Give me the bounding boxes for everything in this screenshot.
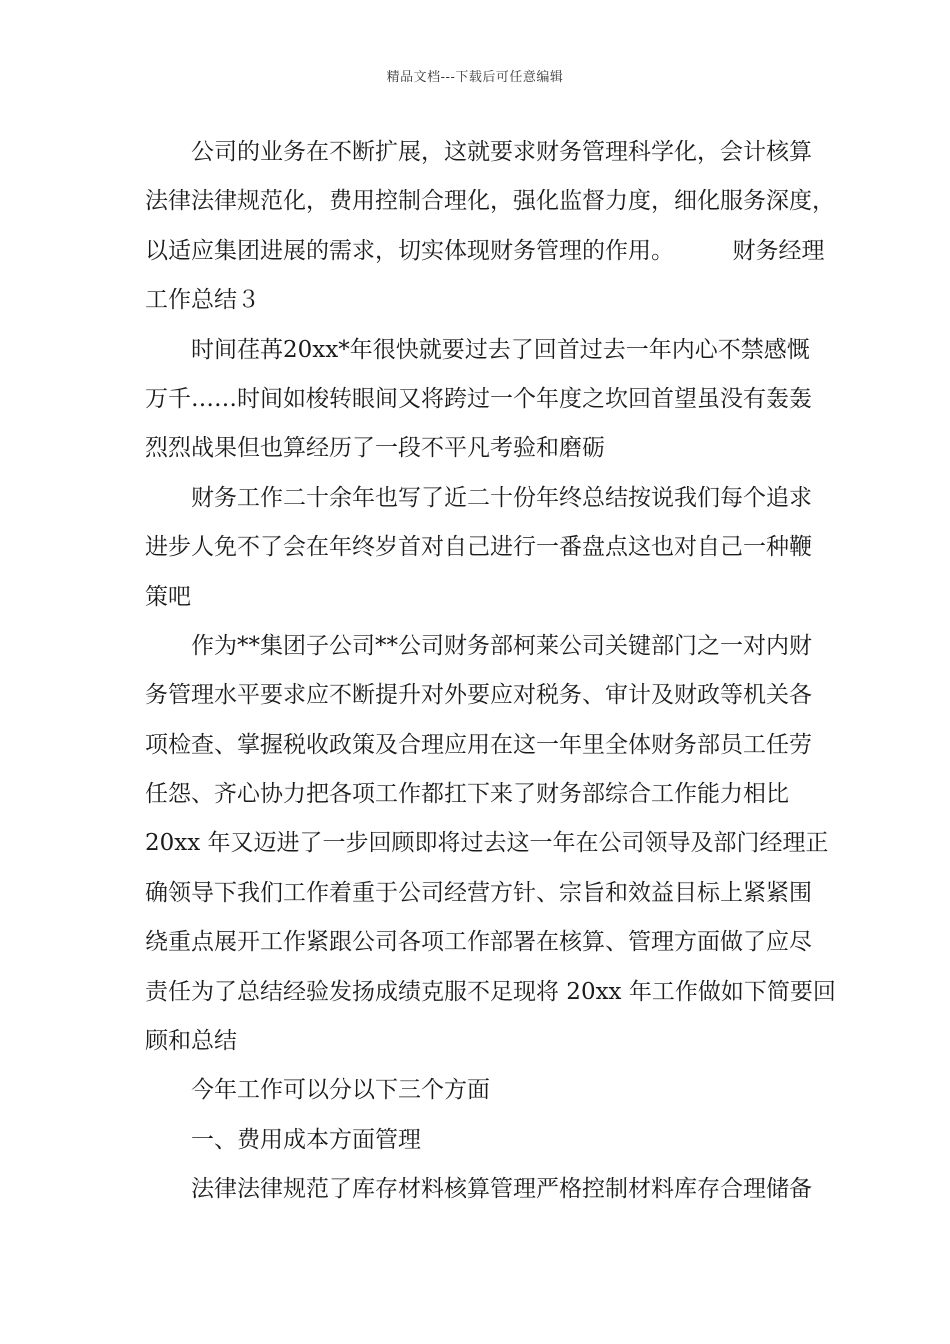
text-line: 公司的业务在不断扩展，这就要求财务管理科学化，会计核算 xyxy=(191,139,812,165)
text-line: 顾和总结 xyxy=(145,1028,237,1055)
text-line: 法律法律规范了库存材料核算管理严格控制材料库存合理储备 xyxy=(191,1176,812,1203)
text-line: 时间荏苒20xx*年很快就要过去了回首过去一年内心不禁感慨 xyxy=(191,336,810,363)
text-line: 作为**集团子公司**公司财务部柯莱公司关键部门之一对内财 xyxy=(191,632,812,659)
text-line: 务管理水平要求应不断提升对外要应对税务、审计及财政等机关各 xyxy=(145,682,812,709)
text-line: 财务工作二十余年也写了近二十份年终总结按说我们每个追求 xyxy=(191,484,812,511)
section-title-line: 工作总结３ xyxy=(145,287,260,314)
document-body xyxy=(145,128,836,1215)
text-line: 确领导下我们工作着重于公司经营方针、宗旨和效益目标上紧紧围 xyxy=(145,879,812,906)
text-line: 策吧 xyxy=(145,583,191,610)
text-line: 责任为了总结经验发扬成绩克服不足现将 20xx 年工作做如下简要回 xyxy=(145,978,836,1005)
text-line: 进步人免不了会在年终岁首对自己进行一番盘点这也对自己一种鞭 xyxy=(145,534,812,561)
text-line: 20xx 年又迈进了一步回顾即将过去这一年在公司领导及部门经理正 xyxy=(145,830,829,857)
section-heading: 一、费用成本方面管理 xyxy=(191,1126,421,1153)
text-line: 法律法律规范化，费用控制合理化，强化监督力度，细化服务深度， xyxy=(145,188,835,215)
text-line: 项检查、掌握税收政策及合理应用在这一年里全体财务部员工任劳 xyxy=(145,731,812,758)
text-line: 以适应集团进展的需求，切实体现财务管理的作用。 财务经理 xyxy=(145,237,825,264)
text-line: 今年工作可以分以下三个方面 xyxy=(191,1077,490,1104)
text-line: 烈烈战果但也算经历了一段不平凡考验和磨砺 xyxy=(145,435,605,462)
text-line: 万千……时间如梭转眼间又将跨过一个年度之坎回首望虽没有轰轰 xyxy=(145,385,812,412)
text-line: 任怨、齐心协力把各项工作都扛下来了财务部综合工作能力相比 xyxy=(145,781,789,808)
text-line: 绕重点展开工作紧跟公司各项工作部署在核算、管理方面做了应尽 xyxy=(145,929,812,956)
page-header: 精品文档---下载后可任意编辑 xyxy=(386,70,564,85)
